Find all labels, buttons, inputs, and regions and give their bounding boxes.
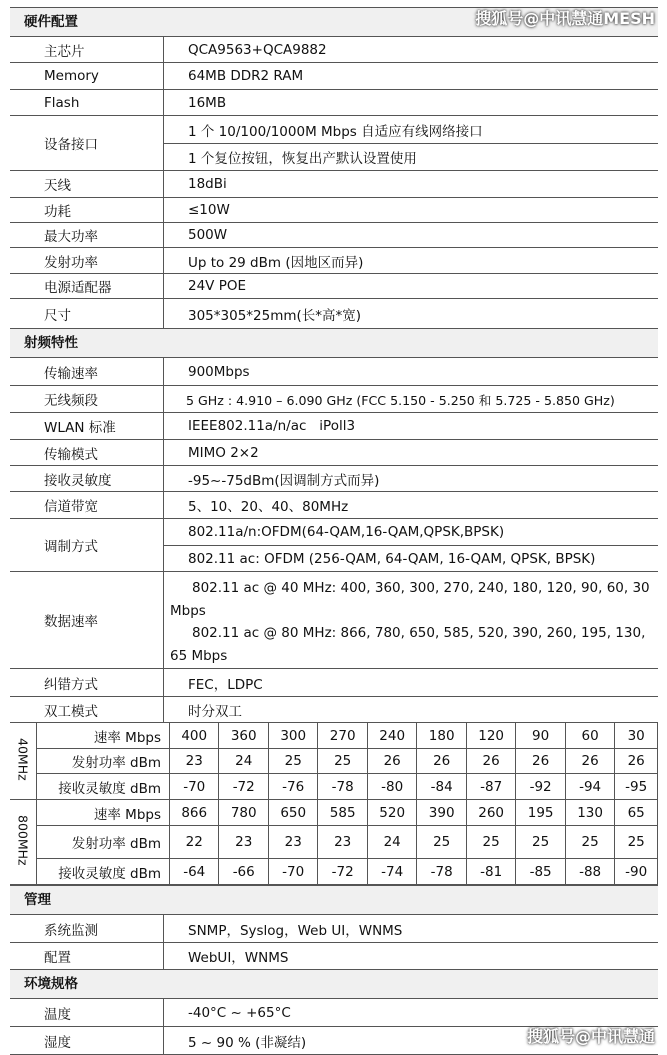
- rate-row-label: 接收灵敏度 dBm: [37, 859, 170, 885]
- rate-row-label: 发射功率 dBm: [37, 749, 170, 774]
- rate-cell: -90: [615, 859, 658, 885]
- rate-cell: 25: [318, 749, 367, 774]
- rate-cell: 585: [318, 800, 367, 826]
- rate-cell: 25: [417, 826, 466, 859]
- rate-row: [10, 800, 658, 826]
- rate-cell: 60: [565, 723, 614, 749]
- spec-label: 设备接口: [10, 116, 164, 170]
- rate-cell: -88: [565, 859, 614, 885]
- watermark-bottom: 搜狐号@中讯慧通: [526, 1027, 655, 1046]
- spec-row: [10, 412, 658, 439]
- spec-label: 湿度: [10, 1027, 164, 1054]
- rate-cell: 26: [615, 749, 658, 774]
- spec-label: 配置: [10, 943, 164, 969]
- rate-cell: 260: [466, 800, 515, 826]
- rate-cell: -64: [170, 859, 219, 885]
- spec-value: 802.11 ac @ 40 MHz: 400, 360, 300, 270, 240, 180, 120, 90, 60, 30 Mbps: [170, 580, 650, 619]
- rate-row-label: 接收灵敏度 dBm: [37, 774, 170, 800]
- spec-row: [10, 998, 658, 1026]
- spec-row: [10, 668, 658, 696]
- spec-row: [10, 62, 658, 89]
- rate-cell: 360: [219, 723, 268, 749]
- spec-row: [10, 298, 658, 328]
- spec-label: 主芯片: [10, 37, 164, 62]
- rate-cell: 300: [268, 723, 317, 749]
- rate-cell: 866: [170, 800, 219, 826]
- rate-cell: -85: [516, 859, 565, 885]
- spec-row: [10, 518, 658, 571]
- band-label-text: 40MHz: [15, 737, 31, 781]
- spec-value: Up to 29 dBm (因地区而异): [188, 254, 364, 271]
- spec-value: -40°C ~ +65°C: [188, 1004, 291, 1021]
- rate-row: [10, 723, 658, 749]
- spec-label: 信道带宽: [10, 492, 164, 518]
- spec-row: [10, 170, 658, 197]
- spec-label: 系统监测: [10, 915, 164, 942]
- data-rate-text: [164, 572, 658, 668]
- spec-label: 数据速率: [10, 572, 164, 668]
- rate-cell: 90: [516, 723, 565, 749]
- spec-label: 调制方式: [10, 519, 164, 571]
- rate-cell: 780: [219, 800, 268, 826]
- rate-cell: 24: [367, 826, 416, 859]
- rate-row-label: 速率 Mbps: [37, 800, 170, 826]
- rate-row-label: 速率 Mbps: [37, 723, 170, 749]
- spec-row: [10, 247, 658, 273]
- rate-cell: 25: [565, 826, 614, 859]
- spec-value: 24V POE: [188, 278, 247, 294]
- band-label: [10, 800, 37, 885]
- spec-value: ≤10W: [188, 202, 230, 218]
- rate-row: [10, 859, 658, 885]
- rate-row: [10, 749, 658, 774]
- spec-label: 最大功率: [10, 223, 164, 247]
- rate-cell: -81: [466, 859, 515, 885]
- spec-row: [10, 491, 658, 518]
- rate-table: [10, 722, 658, 885]
- spec-row: [10, 89, 658, 115]
- spec-value: 5、10、20、40、80MHz: [188, 499, 349, 515]
- spec-label: WLAN 标准: [10, 413, 164, 439]
- rate-cell: 390: [417, 800, 466, 826]
- section-management: 管理: [10, 885, 658, 914]
- spec-value: 时分双工: [188, 703, 242, 720]
- section-environment: 环境规格: [10, 969, 658, 998]
- rate-cell: -92: [516, 774, 565, 800]
- spec-label: Flash: [10, 90, 164, 115]
- rate-cell: 22: [170, 826, 219, 859]
- spec-value: 802.11 ac @ 80 MHz: 866, 780, 650, 585, 520, 390, 260, 195, 130, 65 Mbps: [170, 625, 646, 664]
- rate-cell: 120: [466, 723, 515, 749]
- spec-value: FEC，LDPC: [188, 676, 263, 693]
- rate-cell: 26: [417, 749, 466, 774]
- spec-value: 1 个复位按钮，恢复出产默认设置使用: [164, 143, 658, 170]
- spec-value: -95~-75dBm(因调制方式而异): [188, 472, 380, 489]
- spec-value: 64MB DDR2 RAM: [188, 68, 304, 84]
- section-hardware: 硬件配置: [10, 7, 658, 36]
- rate-cell: 25: [268, 749, 317, 774]
- spec-row: [10, 222, 658, 247]
- rate-cell: 26: [565, 749, 614, 774]
- rate-cell: 650: [268, 800, 317, 826]
- rate-cell: 195: [516, 800, 565, 826]
- rate-cell: 130: [565, 800, 614, 826]
- rate-cell: -66: [219, 859, 268, 885]
- spec-label: 双工模式: [10, 697, 164, 722]
- rate-cell: 23: [268, 826, 317, 859]
- spec-label: 接收灵敏度: [10, 466, 164, 491]
- spec-row: [10, 439, 658, 465]
- spec-label: 电源适配器: [10, 274, 164, 298]
- rate-cell: 23: [170, 749, 219, 774]
- rate-row-label: 发射功率 dBm: [37, 826, 170, 859]
- spec-label: 无线频段: [10, 386, 164, 412]
- spec-label: 功耗: [10, 198, 164, 222]
- rate-cell: 25: [466, 826, 515, 859]
- rate-cell: 270: [318, 723, 367, 749]
- spec-value: 16MB: [188, 94, 227, 111]
- rate-cell: 26: [516, 749, 565, 774]
- watermark-top: 搜狐号@中讯慧通MESH: [475, 9, 655, 28]
- spec-row: [10, 36, 658, 62]
- rate-cell: -94: [565, 774, 614, 800]
- spec-value: WebUI，WNMS: [188, 950, 289, 966]
- rate-cell: 30: [615, 723, 658, 749]
- rate-cell: -72: [318, 859, 367, 885]
- spec-label: 温度: [10, 999, 164, 1026]
- band-label: [10, 723, 37, 800]
- rate-cell: 240: [367, 723, 416, 749]
- spec-row: [10, 273, 658, 298]
- spec-value: 900Mbps: [188, 363, 250, 380]
- rate-cell: 400: [170, 723, 219, 749]
- spec-row: [10, 357, 658, 385]
- spec-row: [10, 465, 658, 491]
- spec-value: 5 GHz : 4.910 – 6.090 GHz (FCC 5.150 - 5.250 和 5.725 - 5.850 GHz): [186, 392, 615, 408]
- spec-label: 传输模式: [10, 440, 164, 465]
- spec-value: 802.11 ac: OFDM (256-QAM, 64-QAM, 16-QAM, QPSK, BPSK): [164, 545, 658, 571]
- spec-row: [10, 385, 658, 412]
- spec-row: [10, 914, 658, 942]
- spec-row: [10, 942, 658, 969]
- rate-cell: -87: [466, 774, 515, 800]
- rate-cell: -70: [268, 859, 317, 885]
- spec-label: 尺寸: [10, 299, 164, 328]
- rate-cell: 23: [318, 826, 367, 859]
- spec-value: MIMO 2×2: [188, 444, 259, 461]
- rate-cell: -72: [219, 774, 268, 800]
- rate-cell: -95: [615, 774, 658, 800]
- rate-row: [10, 774, 658, 800]
- spec-value: 18dBi: [188, 176, 227, 192]
- rate-cell: 520: [367, 800, 416, 826]
- rate-cell: 65: [615, 800, 658, 826]
- spec-value: 500W: [188, 227, 228, 243]
- spec-row: [10, 571, 658, 668]
- rate-cell: -80: [367, 774, 416, 800]
- rate-cell: 24: [219, 749, 268, 774]
- rate-cell: -78: [417, 859, 466, 885]
- spec-value: 305*305*25mm(长*高*宽): [188, 307, 362, 324]
- spec-row: [10, 115, 658, 170]
- section-rf: 射频特性: [10, 328, 658, 357]
- spec-value: QCA9563+QCA9882: [188, 41, 327, 58]
- band-label-text: 800MHz: [15, 814, 31, 866]
- rate-cell: -70: [170, 774, 219, 800]
- spec-value: IEEE802.11a/n/ac iPoll3: [188, 418, 356, 434]
- spec-label: 传输速率: [10, 358, 164, 385]
- rate-cell: -84: [417, 774, 466, 800]
- rate-row: [10, 826, 658, 859]
- spec-value: 1 个 10/100/1000M Mbps 自适应有线网络接口: [188, 123, 483, 140]
- rate-cell: 26: [367, 749, 416, 774]
- rate-cell: 23: [219, 826, 268, 859]
- spec-label: Memory: [10, 63, 164, 89]
- spec-label: 发射功率: [10, 248, 164, 273]
- rate-cell: 25: [615, 826, 658, 859]
- rate-cell: 25: [516, 826, 565, 859]
- spec-row: [10, 197, 658, 222]
- spec-row: [10, 696, 658, 722]
- spec-label: 纠错方式: [10, 669, 164, 696]
- rate-cell: -78: [318, 774, 367, 800]
- rate-cell: 26: [466, 749, 515, 774]
- spec-label: 天线: [10, 171, 164, 197]
- spec-value: 5 ~ 90 % (非凝结): [188, 1034, 307, 1051]
- spec-value: 802.11a/n:OFDM(64-QAM,16-QAM,QPSK,BPSK): [188, 524, 505, 540]
- spec-value: SNMP，Syslog，Web UI，WNMS: [188, 922, 403, 939]
- rate-cell: -76: [268, 774, 317, 800]
- spec-sheet: [10, 7, 658, 1055]
- rate-cell: 180: [417, 723, 466, 749]
- rate-cell: -74: [367, 859, 416, 885]
